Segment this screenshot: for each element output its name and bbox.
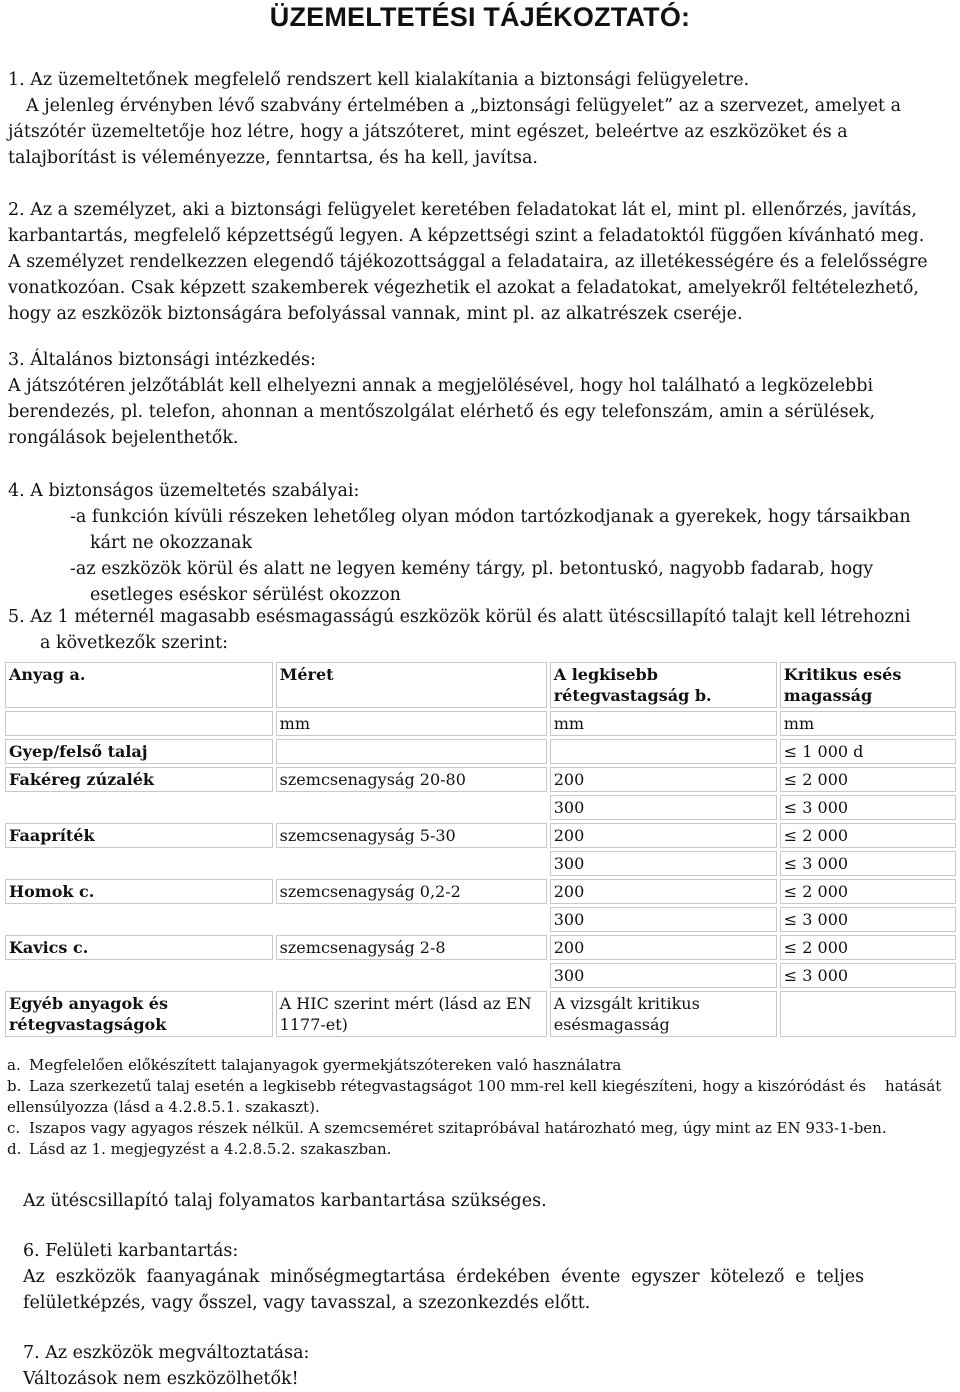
table-cell: mm — [550, 711, 777, 736]
section-1-line: talajborítást is véleményezze, fenntartsa, és ha kell, javítsa. — [8, 148, 538, 168]
section-6-heading: 6. Felületi karbantartás: — [23, 1241, 239, 1261]
section-6-line: felületképzés, vagy ősszel, vagy tavasszal, a szezonkezdés előtt. — [23, 1293, 591, 1313]
table-cell: ≤ 2 000 — [780, 767, 956, 792]
table-cell: Egyéb anyagok és rétegvastagságok — [5, 991, 273, 1037]
section-1-line: A jelenleg érvényben lévő szabvány értelmében a „biztonsági felügyelet” az a szervezet, amelyet a — [26, 96, 902, 116]
table-header-cell: A legkisebb rétegvastagság b. — [550, 662, 777, 708]
footnote-continuation: ellensúlyozza (lásd a 4.2.8.5.1. szakaszt). — [7, 1098, 320, 1116]
footnote-key: c. — [7, 1119, 21, 1137]
section-1 — [8, 67, 952, 171]
table-cell: szemcsenagyság 5-30 — [276, 823, 547, 848]
table-units-row — [5, 711, 956, 736]
table-cell: 300 — [550, 795, 777, 820]
table-cell: ≤ 3 000 — [780, 907, 956, 932]
table-header-row — [5, 662, 956, 708]
table-cell: A vizsgált kritikus esésmagasság — [550, 991, 777, 1037]
table-cell — [276, 963, 547, 988]
footnote — [7, 1118, 941, 1139]
section-1-heading: 1. Az üzemeltetőnek megfelelő rendszert kell kialakítania a biztonsági felügyeletre. — [8, 70, 750, 90]
section-4 — [8, 478, 952, 608]
table-cell: ≤ 2 000 — [780, 823, 956, 848]
table-cell: 300 — [550, 851, 777, 876]
section-2-line: vonatkozóan. Csak képzett szakemberek végezhetik el azokat a feladatokat, amelyekről feltételezhető, — [8, 278, 919, 298]
table-cell: Homok c. — [5, 879, 273, 904]
rule-item-2: -az eszközök körül és alatt ne legyen kemény tárgy, pl. betontuskó, nagyobb fadarab, hogy — [70, 559, 874, 579]
materials-table — [2, 659, 959, 1040]
table-cell — [5, 711, 273, 736]
table-cell: Kavics c. — [5, 935, 273, 960]
table-cell: 200 — [550, 879, 777, 904]
table-cell: ≤ 2 000 — [780, 935, 956, 960]
section-3-line: berendezés, pl. telefon, ahonnan a mentőszolgálat elérhető és egy telefonszám, amin a sérülések, — [8, 402, 876, 422]
table-cell — [5, 795, 273, 820]
table-cell — [550, 739, 777, 764]
table-cell: A HIC szerint mért (lásd az EN 1177-et) — [276, 991, 547, 1037]
section-4-heading: 4. A biztonságos üzemeltetés szabályai: — [8, 481, 360, 501]
table-cell: ≤ 3 000 — [780, 795, 956, 820]
section-6-line: Az eszközök faanyagának minőségmegtartása érdekében évente egyszer kötelező e teljes — [23, 1267, 865, 1287]
section-3-line: A játszótéren jelzőtáblát kell elhelyezni annak a megjelölésével, hogy hol található a legközelebbi — [8, 376, 874, 396]
table-cell: Faapríték — [5, 823, 273, 848]
document-title: ÜZEMELTETÉSI TÁJÉKOZTATÓ: — [269, 2, 691, 32]
table-cell: 200 — [550, 935, 777, 960]
table-cell — [276, 795, 547, 820]
table-cell: ≤ 3 000 — [780, 963, 956, 988]
footnote — [7, 1055, 941, 1076]
table-cell: Gyep/felső talaj — [5, 739, 273, 764]
footnote-text: Lásd az 1. megjegyzést a 4.2.8.5.2. szakaszban. — [29, 1140, 392, 1158]
section-3-block — [8, 347, 952, 451]
section-2-line: A személyzet rendelkezzen elegendő tájékozottsággal a feladataira, az illetékességére és a felelősségre — [8, 252, 928, 272]
table-cell: 300 — [550, 963, 777, 988]
table-cell: szemcsenagyság 0,2-2 — [276, 879, 547, 904]
section-2 — [8, 197, 952, 327]
table-row — [5, 879, 956, 904]
section-3-line: rongálások bejelenthetők. — [8, 428, 239, 448]
table-cell — [5, 907, 273, 932]
section-7 — [23, 1340, 953, 1392]
table-header-cell: Méret — [276, 662, 547, 708]
table-cell — [276, 851, 547, 876]
table-cell: ≤ 2 000 — [780, 879, 956, 904]
section-5-line: 5. Az 1 méternél magasabb esésmagasságú eszközök körül és alatt ütéscsillapító talajt kell létrehozni — [8, 607, 911, 627]
section-5-line: a következők szerint: — [40, 633, 229, 653]
table-header-cell: Kritikus esés magasság — [780, 662, 956, 708]
footnote-text: Iszapos vagy agyagos részek nélkül. A szemcseméret szitapróbával határozható meg, úgy mint az EN 933-1-ben. — [29, 1119, 887, 1137]
table-cell: 200 — [550, 767, 777, 792]
section-2-line: 2. Az a személyzet, aki a biztonsági felügyelet keretében feladatokat lát el, mint pl. ellenőrzés, javítás, — [8, 200, 917, 220]
section-3-heading: 3. Általános biztonsági intézkedés: — [8, 350, 316, 370]
table-cell — [276, 739, 547, 764]
table-row — [5, 739, 956, 764]
table-cell: 300 — [550, 907, 777, 932]
footnote-text: Megfelelően előkészített talajanyagok gyermekjátszótereken való használatra — [29, 1056, 622, 1074]
table-header-cell: Anyag a. — [5, 662, 273, 708]
footnote-key: a. — [7, 1056, 21, 1074]
table-cell: 200 — [550, 823, 777, 848]
section-1-line: játszótér üzemeltetője hoz létre, hogy a játszóteret, mint egészet, beleértve az eszközöket és a — [8, 122, 848, 142]
table-cell: ≤ 3 000 — [780, 851, 956, 876]
rule-item-1: -a funkción kívüli részeken lehetőleg olyan módon tartózkodjanak a gyerekek, hogy társaikban — [70, 507, 911, 527]
table-row — [5, 851, 956, 876]
footnote — [7, 1076, 941, 1097]
table-row — [5, 963, 956, 988]
table-cell — [276, 907, 547, 932]
table-cell: mm — [780, 711, 956, 736]
table-row — [5, 795, 956, 820]
table-cell — [780, 991, 956, 1037]
section-2-line: karbantartás, megfelelő képzettségű legyen. A képzettségi szint a feladatoktól függően kívánható meg. — [8, 226, 925, 246]
footnote-text: Laza szerkezetű talaj esetén a legkisebb rétegvastagságot 100 mm-rel kell kiegészíteni, hogy a kiszóródást és hatását — [29, 1077, 942, 1095]
table-cell — [5, 963, 273, 988]
table-row — [5, 823, 956, 848]
table-footnotes — [7, 1055, 941, 1160]
table-row — [5, 907, 956, 932]
table-cell: mm — [276, 711, 547, 736]
table-cell: Fakéreg zúzalék — [5, 767, 273, 792]
section-7-text: Változások nem eszközölhetők! — [23, 1369, 299, 1389]
maintenance-note: Az ütéscsillapító talaj folyamatos karbantartása szükséges. — [23, 1191, 547, 1211]
table-cell: szemcsenagyság 2-8 — [276, 935, 547, 960]
table-cell: ≤ 1 000 d — [780, 739, 956, 764]
table-cell — [5, 851, 273, 876]
section-6 — [23, 1238, 953, 1316]
footnote-key: d. — [7, 1140, 22, 1158]
footnote-key: b. — [7, 1077, 22, 1095]
table-cell: szemcsenagyság 20-80 — [276, 767, 547, 792]
table-row — [5, 935, 956, 960]
section-2-line: hogy az eszközök biztonságára befolyással vannak, mint pl. az alkatrészek cseréje. — [8, 304, 743, 324]
table-row — [5, 991, 956, 1037]
rule-item-2-cont: esetleges eséskor sérülést okozzon — [90, 585, 401, 605]
section-7-heading: 7. Az eszközök megváltoztatása: — [23, 1343, 310, 1363]
section-5 — [8, 604, 952, 656]
footnote — [7, 1139, 941, 1160]
table-row — [5, 767, 956, 792]
rule-item-1-cont: kárt ne okozzanak — [90, 533, 253, 553]
